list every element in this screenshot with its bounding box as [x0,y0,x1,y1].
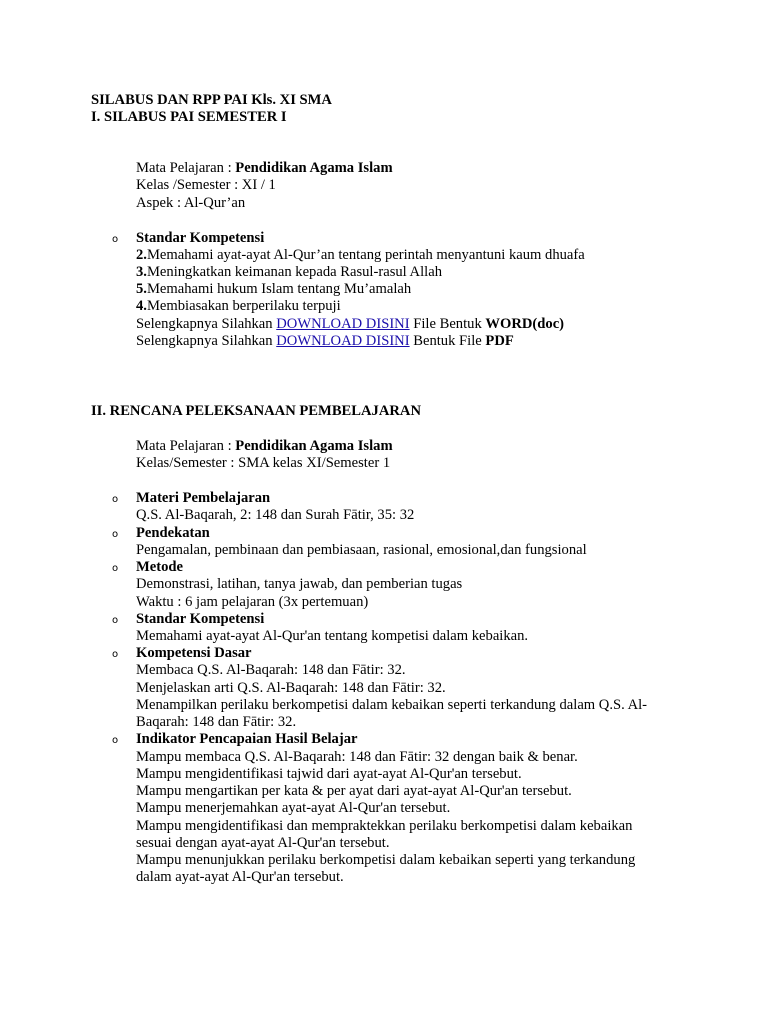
materi-heading: Materi Pembelajaran [136,490,271,506]
indikator-line: Mampu menerjemahkan ayat-ayat Al-Qur'an tersebut. [136,800,451,816]
s1-subject-value: Pendidikan Agama Islam [235,160,393,176]
s1-subject-line [136,160,393,177]
indikator-line: Mampu mengartikan per kata & per ayat dari ayat-ayat Al-Qur'an tersebut. [136,783,572,799]
bullet-icon: o [112,494,119,505]
s1-sk-item [136,264,442,281]
bullet-icon: o [112,615,119,626]
download-pdf-middle: Bentuk File [409,333,486,349]
s1-sk-item-text: Memahami ayat-ayat Al-Qur’an tentang perintah menyantuni kaum dhuafa [146,247,585,263]
s2-sk-heading: Standar Kompetensi [136,611,265,627]
section2-title: II. RENCANA PELEKSANAAN PEMBELAJARAN [91,403,422,419]
s1-subject-label: Mata Pelajaran : [136,160,236,176]
metode-heading: Metode [136,559,184,575]
download-word-middle: File Bentuk [409,316,486,332]
s1-sk-item-number: 3. [136,264,147,280]
kd-line: Menampilkan perilaku berkompetisi dalam kebaikan seperti terkandung dalam Q.S. Al- [136,697,648,713]
download-pdf-prefix: Selengkapnya Silahkan [136,333,277,349]
s1-sk-item-text: Meningkatkan keimanan kepada Rasul-rasul Allah [146,264,442,280]
s1-sk-item-text: Membiasakan berperilaku terpuji [146,298,341,314]
indikator-line: Mampu mengidentifikasi dan mempraktekkan perilaku berkompetisi dalam kebaikan [136,818,633,834]
kd-line: Menjelaskan arti Q.S. Al-Baqarah: 148 dan Fātir: 32. [136,680,446,696]
download-word-prefix: Selengkapnya Silahkan [136,316,277,332]
pendekatan-heading: Pendekatan [136,525,210,541]
indikator-heading: Indikator Pencapaian Hasil Belajar [136,731,358,747]
s1-sk-item [136,281,411,298]
metode-line: Demonstrasi, latihan, tanya jawab, dan pemberian tugas [136,576,463,592]
s2-sk-line: Memahami ayat-ayat Al-Qur'an tentang kompetisi dalam kebaikan. [136,628,529,644]
s2-subject-line [136,438,393,455]
bullet-icon: o [112,529,119,540]
s1-sk-item-number: 2. [136,247,147,263]
s2-subject-value: Pendidikan Agama Islam [235,438,393,454]
download-pdf-line [136,333,514,350]
s1-sk-item-number: 4. [136,298,147,314]
bullet-icon: o [112,735,119,746]
download-word-link[interactable]: DOWNLOAD DISINI [276,316,410,332]
document-title: SILABUS DAN RPP PAI Kls. XI SMA [91,92,332,108]
s1-sk-item-number: 5. [136,281,147,297]
download-word-line [136,316,564,333]
indikator-line: Mampu membaca Q.S. Al-Baqarah: 148 dan Fātir: 32 dengan baik & benar. [136,749,578,765]
bullet-icon: o [112,563,119,574]
indikator-line: Mampu menunjukkan perilaku berkompetisi dalam kebaikan seperti yang terkandung [136,852,636,868]
kd-line: Baqarah: 148 dan Fātir: 32. [136,714,297,730]
bullet-icon: o [112,649,119,660]
indikator-line: dalam ayat-ayat Al-Qur'an tersebut. [136,869,344,885]
s2-subject-label: Mata Pelajaran : [136,438,236,454]
s1-sk-heading: Standar Kompetensi [136,230,265,246]
download-word-format: WORD(doc) [485,316,565,332]
metode-line: Waktu : 6 jam pelajaran (3x pertemuan) [136,594,369,610]
kd-line: Membaca Q.S. Al-Baqarah: 148 dan Fātir: 32. [136,662,406,678]
bullet-icon: o [112,234,119,245]
s1-aspect-line: Aspek : Al-Qur’an [136,195,246,211]
indikator-line: Mampu mengidentifikasi tajwid dari ayat-ayat Al-Qur'an tersebut. [136,766,522,782]
materi-line: Q.S. Al-Baqarah, 2: 148 dan Surah Fātir, 35: 32 [136,507,415,523]
s1-sk-item [136,247,585,264]
download-pdf-link[interactable]: DOWNLOAD DISINI [276,333,410,349]
pendekatan-line: Pengamalan, pembinaan dan pembiasaan, rasional, emosional,dan fungsional [136,542,587,558]
section1-title: I. SILABUS PAI SEMESTER I [91,109,287,125]
s2-class-line: Kelas/Semester : SMA kelas XI/Semester 1 [136,455,391,471]
download-pdf-format: PDF [485,333,514,349]
s1-sk-item-text: Memahami hukum Islam tentang Mu’amalah [146,281,412,297]
kd-heading: Kompetensi Dasar [136,645,252,661]
s1-class-line: Kelas /Semester : XI / 1 [136,177,276,193]
s1-sk-item [136,298,341,315]
indikator-line: sesuai dengan ayat-ayat Al-Qur'an tersebut. [136,835,390,851]
